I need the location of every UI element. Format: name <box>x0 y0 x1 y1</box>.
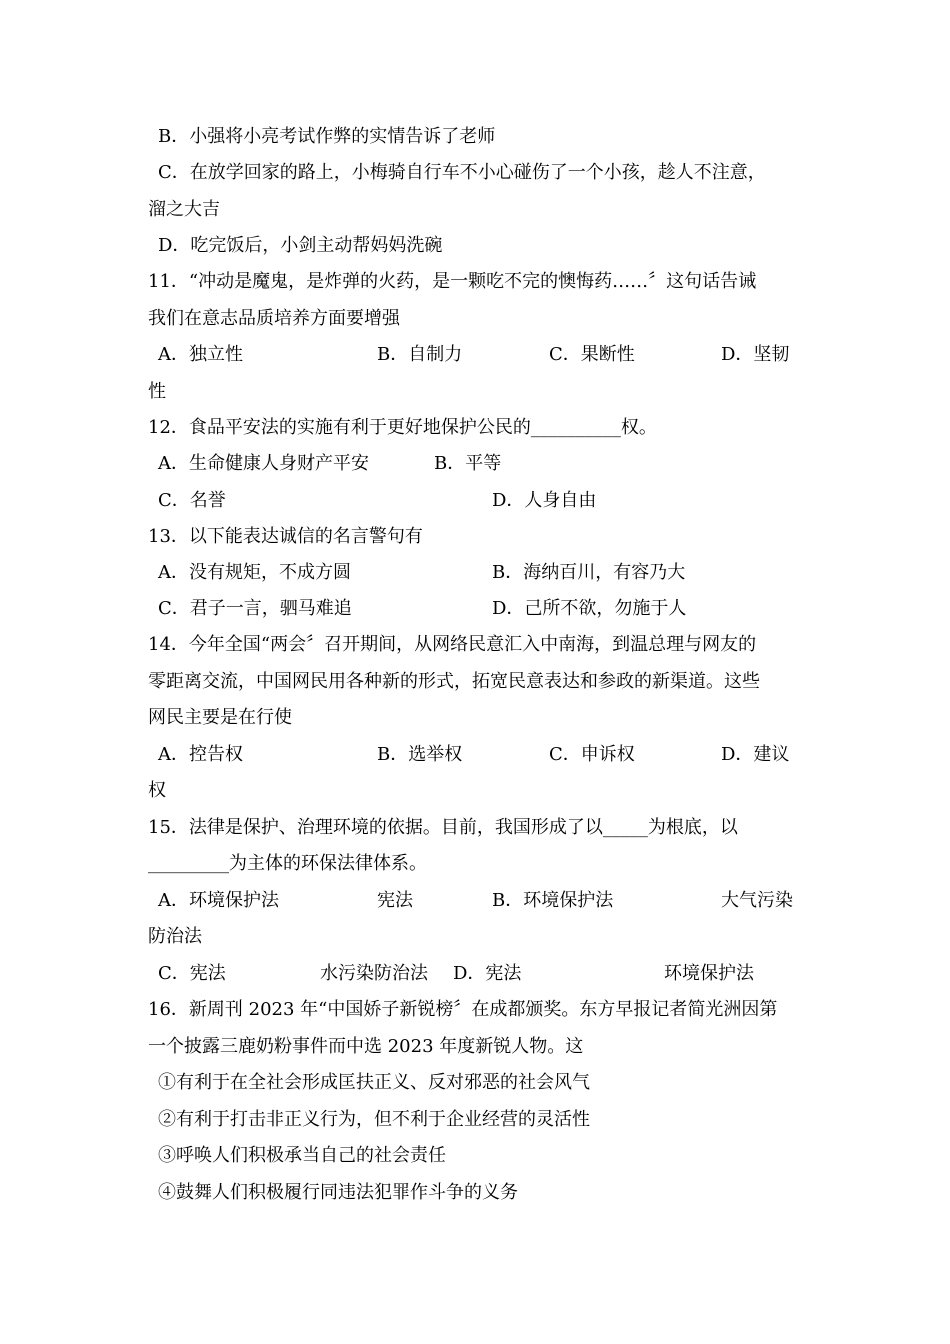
q15-option-b-part1: B．环境保护法 <box>492 890 614 911</box>
q13-options-row2 <box>148 595 800 623</box>
q11-option-c: C．果断性 <box>549 344 635 365</box>
q15-option-a-part1: A．环境保护法 <box>158 890 279 911</box>
q15-option-b-wrap: 防治法 <box>148 926 202 947</box>
q11-options-row <box>148 341 800 369</box>
q15-option-c-part1: C．宪法 <box>158 963 226 984</box>
q14-stem-line2: 零距离交流，中国网民用各种新的形式，拓宽民意表达和参政的新渠道。这些 <box>148 671 760 692</box>
q16-item-1: ①有利于在全社会形成匡扶正义、反对邪恶的社会风气 <box>158 1072 590 1093</box>
q16-stem-line1: 16．新周刊 2023 年“中国娇子新锐榜〞在成都颁奖。东方早报记者简光洲因第 <box>148 999 778 1020</box>
q14-stem-line3: 网民主要是在行使 <box>148 707 292 728</box>
q10-option-c-line2: 溜之大吉 <box>148 199 220 220</box>
q13-options-row1 <box>148 559 800 587</box>
q11-option-d: D．坚韧 <box>721 344 790 365</box>
q14-option-a: A．控告权 <box>158 744 243 765</box>
q12-options-row2 <box>148 487 800 515</box>
q14-option-c: C．申诉权 <box>549 744 635 765</box>
q11-option-b: B．自制力 <box>377 344 463 365</box>
q12-option-b: B．平等 <box>434 453 502 474</box>
q12-stem: 12．食品平安法的实施有利于更好地保护公民的__________权。 <box>148 417 657 438</box>
q13-stem: 13．以下能表达诚信的名言警句有 <box>148 526 423 547</box>
q13-option-a: A．没有规矩，不成方圆 <box>158 562 351 583</box>
q11-stem-line1: 11．“冲动是魔鬼，是炸弹的火药，是一颗吃不完的懊悔药……〞这句话告诫 <box>148 271 757 292</box>
q11-option-d-wrap: 性 <box>148 381 166 402</box>
q14-option-d-wrap: 权 <box>148 780 166 801</box>
q12-option-c: C．名誉 <box>158 490 226 511</box>
q15-option-c-part2: 水污染防治法 <box>320 963 428 984</box>
q16-item-2: ②有利于打击非正义行为，但不利于企业经营的灵活性 <box>158 1109 590 1130</box>
q13-option-d: D．己所不欲，勿施于人 <box>492 598 687 619</box>
q11-stem-line2: 我们在意志品质培养方面要增强 <box>148 308 400 329</box>
q10-option-c-line1: C．在放学回家的路上，小梅骑自行车不小心碰伤了一个小孩，趁人不注意， <box>158 162 766 183</box>
q15-stem-line2: _________为主体的环保法律体系。 <box>148 853 427 874</box>
q12-option-d: D．人身自由 <box>492 490 597 511</box>
q12-options-row1 <box>148 450 800 478</box>
q11-option-a: A．独立性 <box>158 344 243 365</box>
q15-option-a-part2: 宪法 <box>377 890 413 911</box>
q16-stem-line2: 一个披露三鹿奶粉事件而中选 2023 年度新锐人物。这 <box>148 1036 584 1057</box>
q14-option-d: D．建议 <box>721 744 790 765</box>
q10-option-d: D．吃完饭后，小剑主动帮妈妈洗碗 <box>158 235 443 256</box>
q15-options-row1 <box>148 887 800 915</box>
q15-option-d-part2: 环境保护法 <box>664 963 754 984</box>
q16-item-3: ③呼唤人们积极承当自己的社会责任 <box>158 1145 446 1166</box>
q15-option-b-part2: 大气污染 <box>721 890 793 911</box>
q16-item-4: ④鼓舞人们积极履行同违法犯罪作斗争的义务 <box>158 1182 518 1203</box>
q13-option-c: C．君子一言，驷马难追 <box>158 598 352 619</box>
q15-option-d-part1: D．宪法 <box>453 963 522 984</box>
q13-option-b: B．海纳百川，有容乃大 <box>492 562 686 583</box>
q15-options-row2 <box>148 960 800 988</box>
q14-options-row <box>148 741 800 769</box>
q14-option-b: B．选举权 <box>377 744 463 765</box>
q14-stem-line1: 14．今年全国“两会〞召开期间，从网络民意汇入中南海，到温总理与网友的 <box>148 634 757 655</box>
q12-option-a: A．生命健康人身财产平安 <box>158 453 369 474</box>
q10-option-b: B．小强将小亮考试作弊的实情告诉了老师 <box>158 126 496 147</box>
q15-stem-line1: 15．法律是保护、治理环境的依据。目前，我国形成了以_____为根底，以 <box>148 817 738 838</box>
